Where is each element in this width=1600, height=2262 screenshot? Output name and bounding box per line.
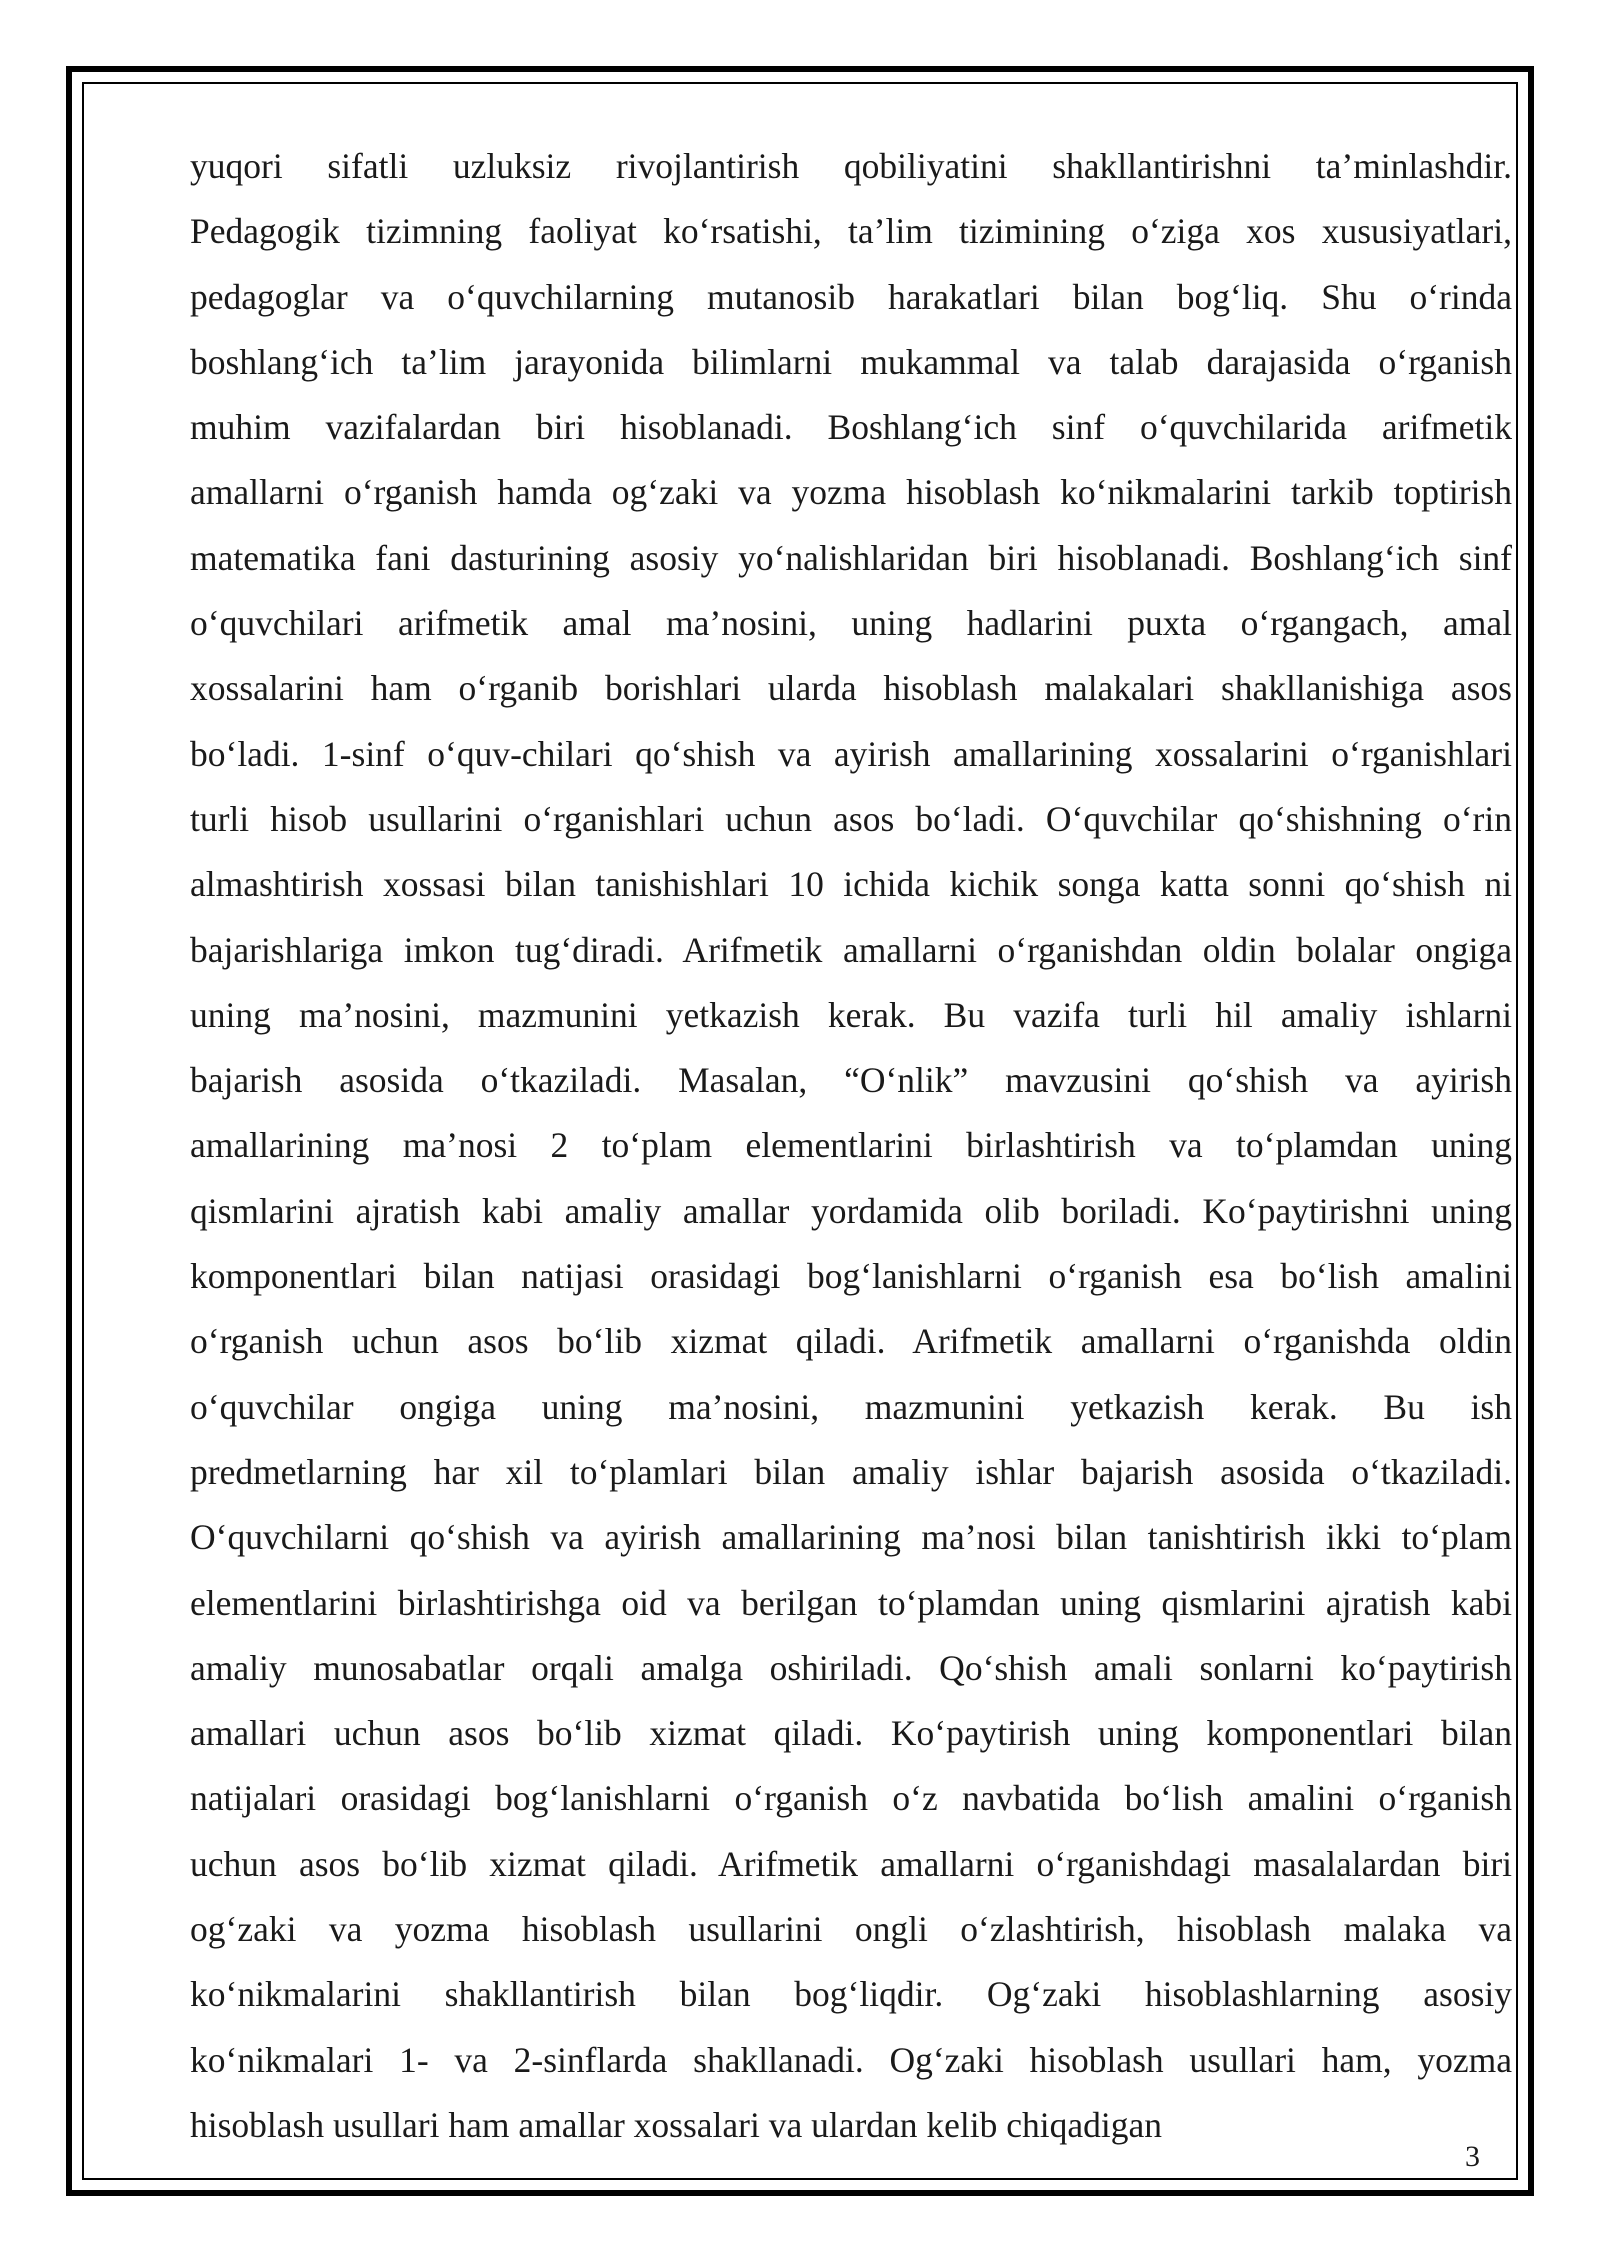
text-line: komponentlari bilan natijasi orasidagi bog‘lanishlarni o‘rganish esa bo‘lish amalini (190, 1256, 1512, 1297)
text-line: uning ma’nosini, mazmunini yetkazish kerak. Bu vazifa turli hil amaliy ishlarni (190, 994, 1512, 1035)
text-line: turli hisob usullarini o‘rganishlari uchun asos bo‘ladi. O‘quvchilar qo‘shishning o‘rin (190, 798, 1512, 839)
text-line: og‘zaki va yozma hisoblash usullarini ongli o‘zlashtirish, hisoblash malaka va (190, 1909, 1512, 1950)
page-number: 3 (1465, 2140, 1480, 2173)
text-line: amallari uchun asos bo‘lib xizmat qiladi. Ko‘paytirish uning komponentlari bilan (190, 1713, 1512, 1754)
text-line: pedagoglar va o‘quvchilarning mutanosib harakatlari bilan bog‘liq. Shu o‘rinda (190, 276, 1512, 317)
text-line: xossalarini ham o‘rganib borishlari ularda hisoblash malakalari shakllanishiga asos (190, 668, 1512, 709)
text-line: o‘quvchilar ongiga uning ma’nosini, mazmunini yetkazish kerak. Bu ish (190, 1386, 1512, 1427)
text-line: o‘quvchilari arifmetik amal ma’nosini, uning hadlarini puxta o‘rgangach, amal (190, 603, 1512, 644)
text-line: predmetlarning har xil to‘plamlari bilan amaliy ishlar bajarish asosida o‘tkaziladi. (190, 1451, 1512, 1492)
text-line: O‘quvchilarni qo‘shish va ayirish amallarining ma’nosi bilan tanishtirish ikki to‘plam (190, 1517, 1512, 1558)
text-line: amallarni o‘rganish hamda og‘zaki va yozma hisoblash ko‘nikmalarini tarkib toptirish (190, 472, 1512, 513)
text-line: amallarining ma’nosi 2 to‘plam elementlarini birlashtirish va to‘plamdan uning (190, 1125, 1512, 1166)
text-line: ko‘nikmalarini shakllantirish bilan bog‘liqdir. Og‘zaki hisoblashlarning asosiy (190, 1974, 1512, 2015)
text-line: ko‘nikmalari 1- va 2-sinflarda shakllanadi. Og‘zaki hisoblash usullari ham, yozma (190, 2039, 1512, 2080)
text-line: bo‘ladi. 1-sinf o‘quv-chilari qo‘shish va ayirish amallarining xossalarini o‘rganishlari (190, 733, 1512, 774)
text-line: boshlang‘ich ta’lim jarayonida bilimlarni mukammal va talab darajasida o‘rganish (190, 341, 1512, 382)
text-line: o‘rganish uchun asos bo‘lib xizmat qiladi. Arifmetik amallarni o‘rganishda oldin (190, 1321, 1512, 1362)
text-line: almashtirish xossasi bilan tanishishlari 10 ichida kichik songa katta sonni qo‘shish ni (190, 864, 1512, 905)
text-line: natijalari orasidagi bog‘lanishlarni o‘rganish o‘z navbatida bo‘lish amalini o‘rganish (190, 1778, 1512, 1819)
text-line: bajarish asosida o‘tkaziladi. Masalan, “O‘nlik” mavzusini qo‘shish va ayirish (190, 1060, 1512, 1101)
text-line: amaliy munosabatlar orqali amalga oshiriladi. Qo‘shish amali sonlarni ko‘paytirish (190, 1647, 1512, 1688)
text-line: bajarishlariga imkon tug‘diradi. Arifmetik amallarni o‘rganishdan oldin bolalar ongiga (190, 929, 1512, 970)
text-line: qismlarini ajratish kabi amaliy amallar yordamida olib boriladi. Ko‘paytirishni uning (190, 1190, 1512, 1231)
text-line: elementlarini birlashtirishga oid va berilgan to‘plamdan uning qismlarini ajratish kabi (190, 1582, 1512, 1623)
text-line: hisoblash usullari ham amallar xossalari va ulardan kelib chiqadigan (190, 2104, 1163, 2145)
text-line: Pedagogik tizimning faoliyat ko‘rsatishi, ta’lim tizimining o‘ziga xos xususiyatlari, (190, 211, 1512, 252)
text-line: yuqori sifatli uzluksiz rivojlantirish qobiliyatini shakllantirishni ta’minlashdir. (190, 146, 1512, 186)
text-line: matematika fani dasturining asosiy yo‘nalishlaridan biri hisoblanadi. Boshlang‘ich sinf (190, 537, 1512, 578)
body-text (190, 134, 1512, 2158)
text-line: muhim vazifalardan biri hisoblanadi. Boshlang‘ich sinf o‘quvchilarida arifmetik (190, 407, 1512, 448)
text-line: uchun asos bo‘lib xizmat qiladi. Arifmetik amallarni o‘rganishdagi masalalardan biri (190, 1843, 1512, 1884)
